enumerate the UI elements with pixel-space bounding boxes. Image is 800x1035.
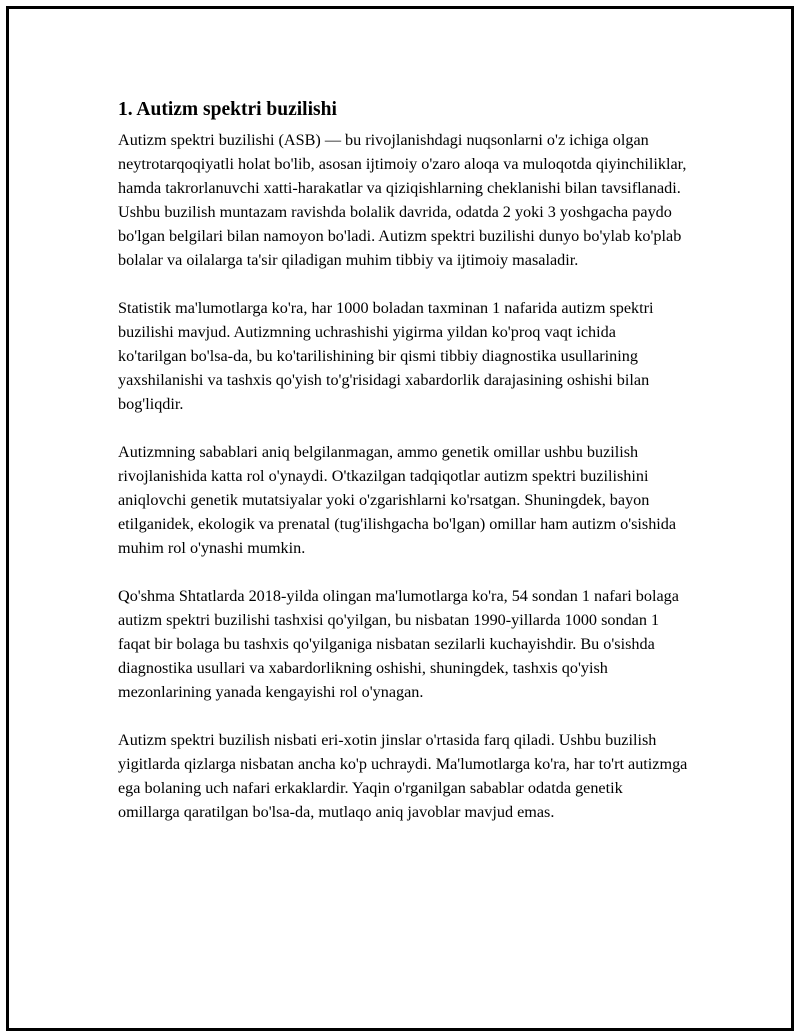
paragraph-4: Qo'shma Shtatlarda 2018-yilda olingan ma'lumotlarga ko'ra, 54 sondan 1 nafari bolaga autizm spektri buzilishi tashxisi qo'yilgan, bu nisbatan 1990-yillarda 1000 sondan 1 faqat bir bolaga bu tashxis qo'yilganiga nisbatan sezilarli kuchayishdir. Bu o'sishda diagnostika usullari va xabardorlikning oshishi, shuningdek, tashxis qo'yish mezonlarining yanada kengayishi rol o'ynagan. xyxy=(118,587,679,701)
document-body xyxy=(118,98,688,848)
section-title: 1. Autizm spektri buzilishi xyxy=(118,99,337,120)
paragraph-3: Autizmning sabablari aniq belgilanmagan, ammo genetik omillar ushbu buzilish rivojlanishida katta rol o'ynaydi. O'tkazilgan tadqiqotlar autizm spektri buzilishini aniqlovchi genetik mutatsiyalar yoki o'zgarishlarni ko'rsatgan. Shuningdek, bayon etilganidek, ekologik va prenatal (tug'ilishgacha bo'lgan) omillar ham autizm o'sishida muhim rol o'ynashi mumkin. xyxy=(118,443,677,557)
paragraph-2: Statistik ma'lumotlarga ko'ra, har 1000 boladan taxminan 1 nafarida autizm spektri buzilishi mavjud. Autizmning uchrashishi yigirma yildan ko'proq vaqt ichida ko'tarilgan bo'lsa-da, bu ko'tarilishining bir qismi tibbiy diagnostika usullarining yaxshilanishi va tashxis qo'yish to'g'risidagi xabardorlik darajasining oshishi bilan bog'liqdir. xyxy=(118,299,654,413)
paragraph-5: Autizm spektri buzilish nisbati eri-xotin jinslar o'rtasida farq qiladi. Ushbu buzilish yigitlarda qizlarga nisbatan ancha ko'p uchraydi. Ma'lumotlarga ko'ra, har to'rt autizmga ega bolaning uch nafari erkaklardir. Yaqin o'rganilgan sabablar odatda genetik omillarga qaratilgan bo'lsa-da, mutlaqo aniq javoblar mavjud emas. xyxy=(118,731,688,821)
page-frame xyxy=(6,6,794,1031)
paragraph-1: Autizm spektri buzilishi (ASB) — bu rivojlanishdagi nuqsonlarni o'z ichiga olgan neytrotarqoqiyatli holat bo'lib, asosan ijtimoiy o'zaro aloqa va muloqotda qiyinchiliklar, hamda takrorlanuvchi xatti-harakatlar va qiziqishlarning cheklanishi bilan tavsiflanadi. Ushbu buzilish muntazam ravishda bolalik davrida, odatda 2 yoki 3 yoshgacha paydo bo'lgan belgilari bilan namoyon bo'ladi. Autizm spektri buzilishi dunyo bo'ylab ko'plab bolalar va oilalarga ta'sir qiladigan muhim tibbiy va ijtimoiy masaladir. xyxy=(118,131,687,269)
